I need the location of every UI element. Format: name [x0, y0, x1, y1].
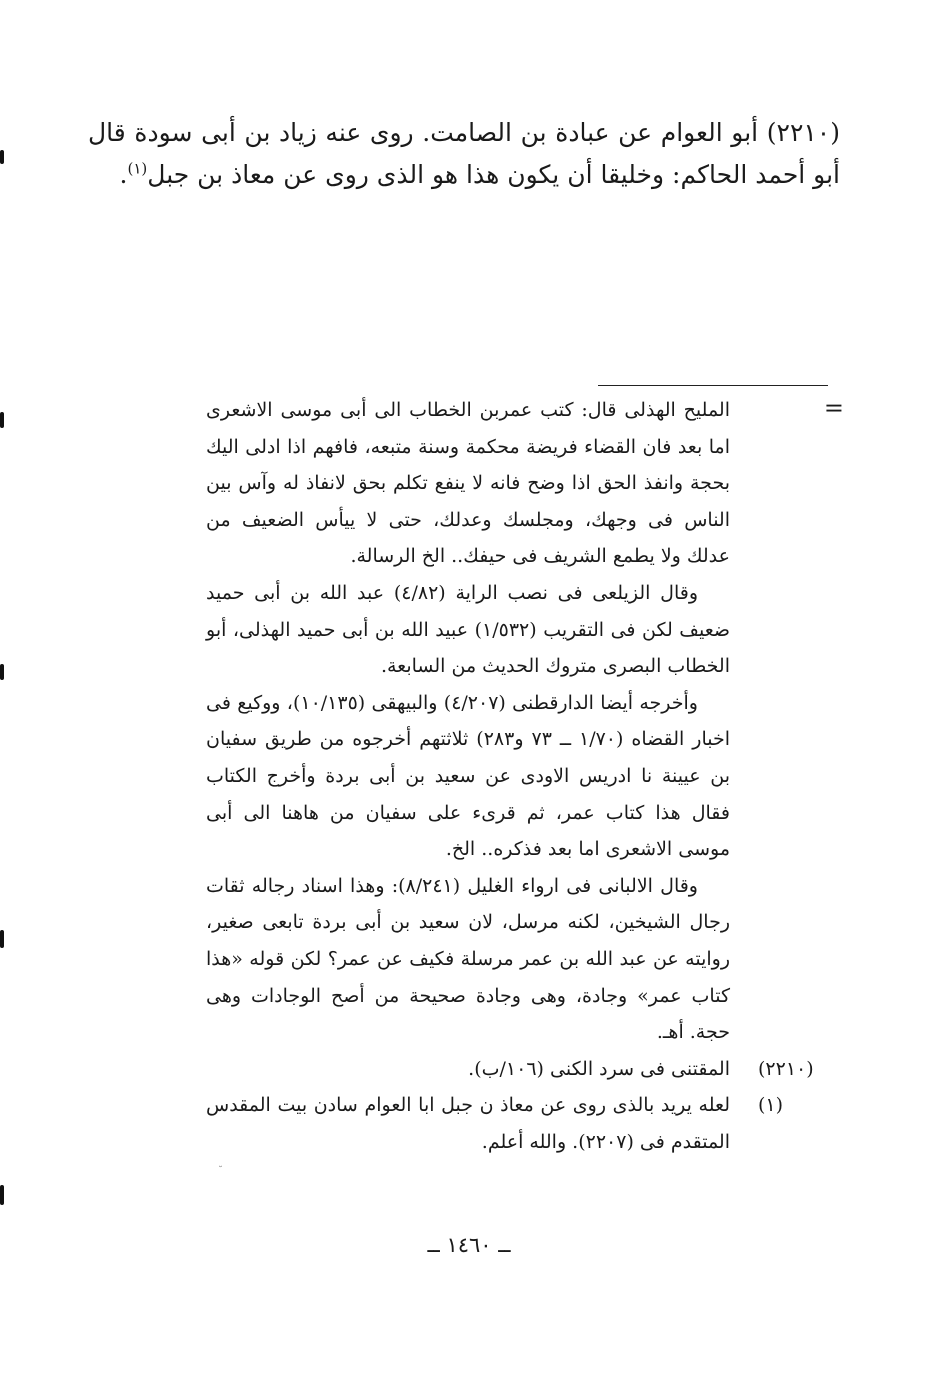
scan-speck: ˘	[218, 1166, 223, 1177]
footnote-paragraph: وقال الزيلعى فى نصب الراية (٤/٨٢) عبد الله بن أبى حميد ضعيف لكن فى التقريب (١/٥٣٢) عبيد الله بن أبى حميد الهذلى، أبو الخطاب البصرى متروك الحديث من السابعة.	[206, 581, 731, 678]
scan-margin-mark	[0, 150, 4, 164]
scan-margin-mark	[0, 930, 4, 948]
entry-end-punct: .	[119, 160, 128, 189]
entry-number: (٢٢١٠)	[766, 118, 840, 147]
footnotes-block	[206, 392, 814, 1160]
footnote-continuation-mark: =	[823, 394, 844, 422]
footnote-entry	[206, 1087, 784, 1160]
footnote-paragraph: وأخرجه أيضا الدارقطنى (٤/٢٠٧) والبيهقى (١٠/١٣٥)، ووكيع فى اخبار القضاه (١/٧٠ ــ ٧٣ و٢٨٣) ثلاثتهم أخرجوه من طريق سفيان بن عيينة نا ادريس الاودى عن سعيد بن أبى بردة وأخرج الكتاب فقال هذا كتاب عمر، ثم قرىء على سفيان من هاهنا الى أبى موسى الاشعرى اما بعد فذكره.. الخ.	[206, 691, 731, 861]
page-number: ــ ١٤٦٠ ــ	[427, 1233, 511, 1257]
scan-margin-mark	[0, 412, 4, 428]
footnote-paragraph: وقال الالبانى فى ارواء الغليل (٨/٢٤١): وهذا اسناد رجاله ثقات رجال الشيخين، لكنه مرسل، لان سعيد بن أبى بردة تابعى صغير، روايته عن عبد الله بن عمر مرسلة فكيف عن عمر؟ لكن قوله «هذا كتاب عمر» وجادة، وهى وجادة صحيحة من أصح الوجادات وهى حجة. أهـ.	[206, 874, 730, 1044]
scan-margin-mark	[0, 1185, 4, 1205]
footnote-label: (١)	[758, 1094, 784, 1117]
entry-body: أبو العوام عن عبادة بن الصامت. روى عنه زياد بن أبى سودة قال أبو أحمد الحاكم: وخليقا أن يكون هذا هو الذى روى عن معاذ بن جبل	[88, 118, 840, 189]
footnote-paragraph: المليح الهذلى قال: كتب عمربن الخطاب الى أبى موسى الاشعرى اما بعد فان القضاء فريضة محكمة وسنة متبعه، فافهم اذا ادلى اليك بحجة وانفذ الحق اذا وضح فانه لا ينفع تكلم بحق لانفاذ له وآس بين الناس فى وجهك، ومجلسك وعدلك، حتى لا ييأس الضعيف من عدلك ولا يطمع الشريف فى حيفك.. الخ الرسالة.	[206, 399, 730, 568]
footnote-reference: (١)	[127, 159, 148, 178]
footnote-label: (٢٢١٠)	[758, 1057, 814, 1080]
footnote-text: المقتنى فى سرد الكنى (١٠٦/ب).	[468, 1057, 730, 1080]
scan-margin-mark	[0, 664, 4, 680]
footnote-text: لعله يريد بالذى روى عن معاذ ن جبل ابا العوام سادن بيت المقدس المتقدم فى (٢٢٠٧). والله أعلم.	[206, 1094, 730, 1153]
main-entry	[88, 112, 840, 196]
footnote-separator-rule	[598, 385, 828, 386]
footnote-entry	[206, 1051, 814, 1088]
